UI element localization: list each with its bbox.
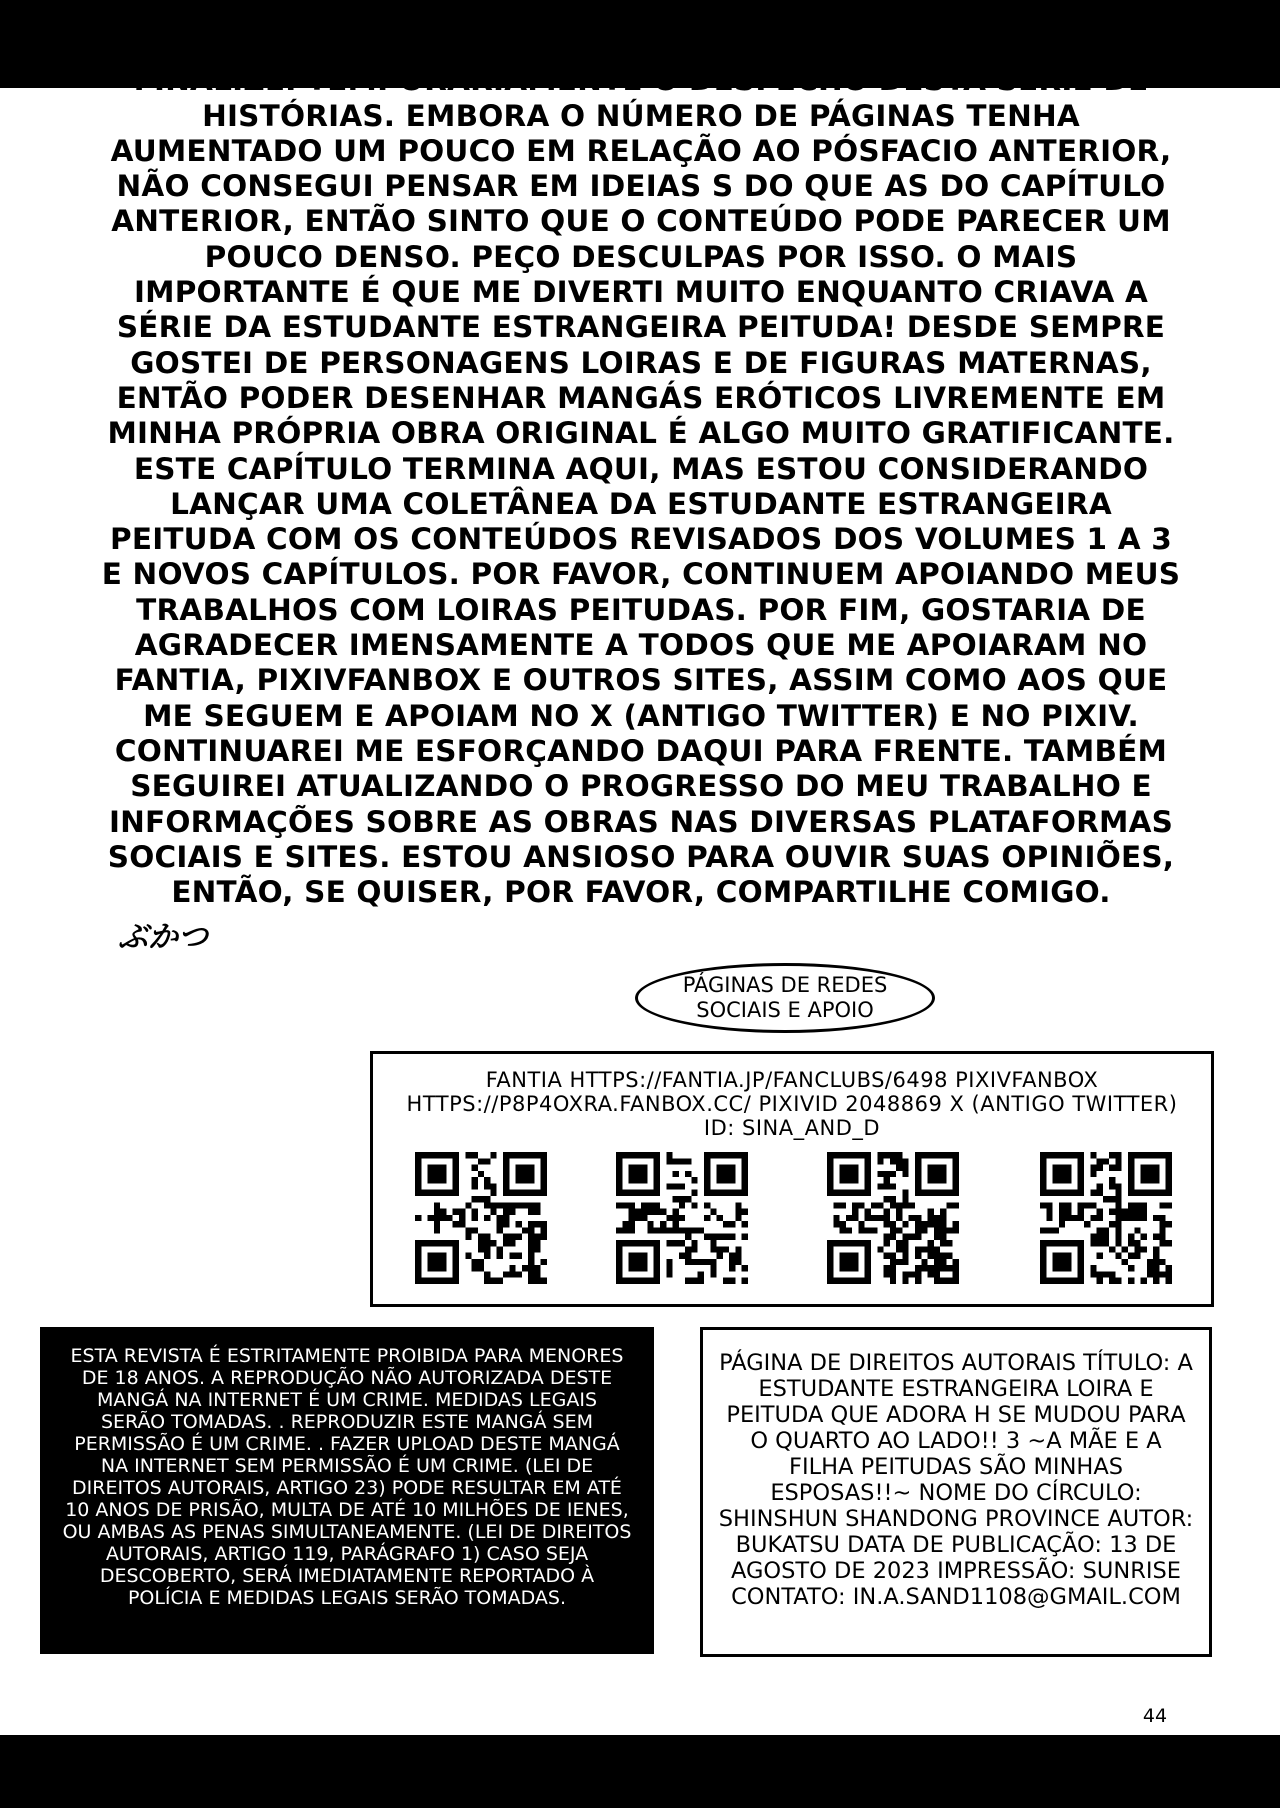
qr-code-icon[interactable] — [827, 1152, 959, 1284]
copyright-info-text: PÁGINA DE DIREITOS AUTORAIS TÍTULO: A ESTUDANTE ESTRANGEIRA LOIRA E PEITUDA QUE ADORA H SE MUDOU PARA O QUARTO AO LADO!! 3 ~A MÃE E A FILHA PEITUDAS SÃO MINHAS ESPOSAS!!~ NOME DO CÍRCULO: SHINSHUN SHANDONG PROVINCE AUTOR: BUKATSU DATA DE PUBLICAÇÃO: 13 DE AGOSTO DE 2023 IMPRESSÃO: SUNRISE CONTATO: IN.A.SAND1108@GMAIL.COM — [718, 1350, 1194, 1610]
social-links-text: FANTIA HTTPS://FANTIA.JP/FANCLUBS/6498 PIXIVFANBOX HTTPS://P8P4OXRA.FANBOX.CC/ PIXIVID 2048869 X (ANTIGO TWITTER) ID: SINA_AND_D — [406, 1068, 1178, 1140]
qr-code-row — [373, 1152, 1211, 1284]
qr-code-icon[interactable] — [616, 1152, 748, 1284]
legal-warning-text: ESTA REVISTA É ESTRITAMENTE PROIBIDA PARA MENORES DE 18 ANOS. A REPRODUÇÃO NÃO AUTORIZADA DESTE MANGÁ NA INTERNET É UM CRIME. MEDIDAS LEGAIS SERÃO TOMADAS. . REPRODUZIR ESTE MANGÁ SEM PERMISSÃO É UM CRIME. . FAZER UPLOAD DESTE MANGÁ NA INTERNET SEM PERMISSÃO É UM CRIME. (LEI DE DIREITOS AUTORAIS, ARTIGO 23) PODE RESULTAR EM ATÉ 10 ANOS DE PRISÃO, MULTA DE ATÉ 10 MILHÕES DE IENES, OU AMBAS AS PENAS SIMULTANEAMENTE. (LEI DE DIREITOS AUTORAIS, ARTIGO 119, PARÁGRAFO 1) CASO SEJA DESCOBERTO, SERÁ IMEDIATAMENTE REPORTADO À POLÍCIA E MEDIDAS LEGAIS SERÃO TOMADAS. — [62, 1345, 632, 1609]
afterword-text: OBRIGADO PELA SUA VISITA. EU SOU BUKATSU. DESTA VEZ, FINALIZEI TEMPORARIAMENTE O DESFECHO DESTA SÉRIE DE HISTÓRIAS. EMBORA O NÚMERO DE PÁGINAS TENHA AUMENTADO UM POUCO EM RELAÇÃO AO PÓSFACIO ANTERIOR, NÃO CONSEGUI PENSAR EM IDEIAS S DO QUE AS DO CAPÍTULO ANTERIOR, ENTÃO SINTO QUE O CONTEÚDO PODE PARECER UM POUCO DENSO. PEÇO DESCULPAS POR ISSO. O MAIS IMPORTANTE É QUE ME DIVERTI MUITO ENQUANTO CRIAVA A SÉRIE DA ESTUDANTE ESTRANGEIRA PEITUDA! DESDE SEMPRE GOSTEI DE PERSONAGENS LOIRAS E DE FIGURAS MATERNAS, ENTÃO PODER DESENHAR MANGÁS ERÓTICOS LIVREMENTE EM MINHA PRÓPRIA OBRA ORIGINAL É ALGO MUITO GRATIFICANTE. ESTE CAPÍTULO TERMINA AQUI, MAS ESTOU CONSIDERANDO LANÇAR UMA COLETÂNEA DA ESTUDANTE ESTRANGEIRA PEITUDA COM OS CONTEÚDOS REVISADOS DOS VOLUMES 1 A 3 E NOVOS CAPÍTULOS. POR FAVOR, CONTINUEM APOIANDO MEUS TRABALHOS COM LOIRAS PEITUDAS. POR FIM, GOSTARIA DE AGRADECER IMENSAMENTE A TODOS QUE ME APOIARAM NO FANTIA, PIXIVFANBOX E OUTROS SITES, ASSIM COMO AOS QUE ME SEGUEM E APOIAM NO X (ANTIGO TWITTER) E NO PIXIV. CONTINUAREI ME ESFORÇANDO DAQUI PARA FRENTE. TAMBÉM SEGUIREI ATUALIZANDO O PROGRESSO DO MEU TRABALHO E INFORMAÇÕES SOBRE AS OBRAS NAS DIVERSAS PLATAFORMAS SOCIAIS E SITES. ESTOU ANSIOSO PARA OUVIR SUAS OPINIÕES, ENTÃO, SE QUISER, POR FAVOR, COMPARTILHE COMIGO. — [101, 28, 1181, 910]
author-signature: ぶかつ — [118, 920, 208, 955]
bottom-black-bar — [0, 1735, 1280, 1808]
copyright-info-box — [700, 1327, 1212, 1657]
social-links-box — [370, 1051, 1214, 1307]
page-number: 44 — [1142, 1705, 1168, 1727]
social-pages-speech-bubble — [635, 963, 935, 1033]
qr-code-icon[interactable] — [1040, 1152, 1172, 1284]
legal-warning-box — [40, 1327, 654, 1654]
social-pages-label: PÁGINAS DE REDES SOCIAIS E APOIO — [682, 973, 888, 1022]
qr-code-icon[interactable] — [415, 1152, 547, 1284]
